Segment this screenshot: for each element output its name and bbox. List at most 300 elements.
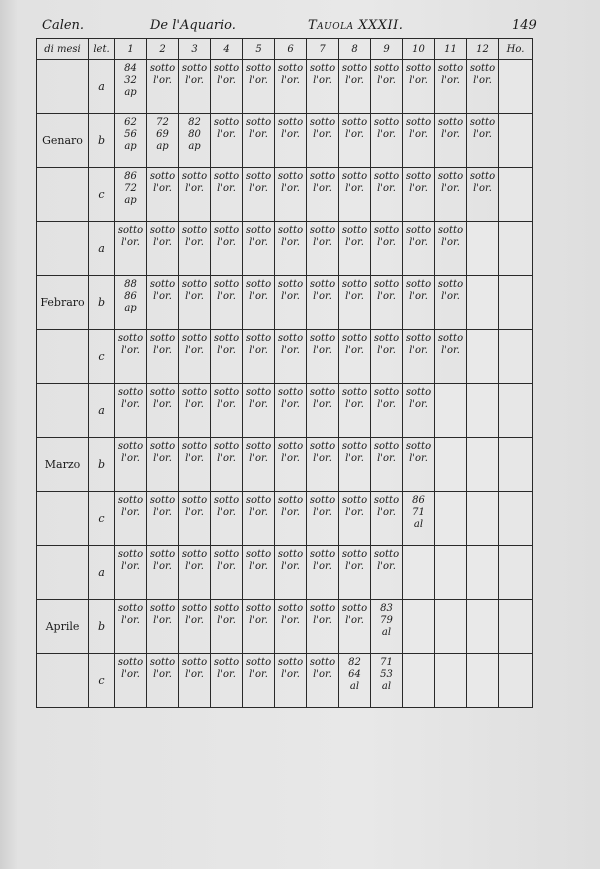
table-cell [435,600,467,654]
table-cell [339,168,371,222]
table-cell [307,492,339,546]
table-cell [243,438,275,492]
letter-cell: b [89,600,115,654]
cell-value: sotto l'or. [181,387,208,410]
cell-value [403,600,434,603]
cell-value [467,330,498,333]
table-cell [403,600,435,654]
table-cell [243,276,275,330]
cell-value: sotto l'or. [437,333,464,356]
cell-value: 62 56 ap [124,117,137,152]
table-cell [467,60,499,114]
table-row [37,384,533,438]
table-cell [403,384,435,438]
cell-value: sotto l'or. [373,333,400,356]
cell-value: sotto l'or. [149,387,176,410]
table-cell [339,546,371,600]
table-cell [243,330,275,384]
cell-value: sotto l'or. [149,279,176,302]
cell-value: sotto l'or. [405,441,432,464]
table-cell [275,60,307,114]
cell-value: sotto l'or. [277,387,304,410]
table-cell [371,60,403,114]
cell-value: 88 86 ap [124,279,137,314]
header-hour: 8 [339,39,371,60]
month-cell [37,330,89,384]
table-cell [435,492,467,546]
cell-value: sotto l'or. [437,171,464,194]
cell-value: sotto l'or. [373,279,400,302]
hours-column-cell [499,168,533,222]
table-row [37,222,533,276]
cell-value: sotto l'or. [149,441,176,464]
table-cell [403,114,435,168]
table-cell [403,60,435,114]
table-cell [435,438,467,492]
table-cell [115,330,147,384]
table-cell [403,168,435,222]
cell-value: sotto l'or. [213,603,240,626]
table-cell [467,546,499,600]
cell-value [403,546,434,549]
table-cell [371,600,403,654]
cell-value: sotto l'or. [245,117,272,140]
table-cell [275,384,307,438]
cell-value: sotto l'or. [277,441,304,464]
cell-value: sotto l'or. [181,603,208,626]
table-cell [339,492,371,546]
table-cell [371,492,403,546]
table-cell [275,276,307,330]
cell-value: sotto l'or. [117,333,144,356]
cell-value [435,546,466,549]
table-cell [243,60,275,114]
table-cell [211,168,243,222]
cell-value: 86 71 al [412,495,425,530]
cell-value: sotto l'or. [213,387,240,410]
cell-value: sotto l'or. [181,279,208,302]
table-cell [339,276,371,330]
table-cell [147,384,179,438]
cell-value: sotto l'or. [117,441,144,464]
table-cell [275,546,307,600]
table-cell [275,492,307,546]
table-cell [147,222,179,276]
cell-value: sotto l'or. [149,549,176,572]
hours-column-cell [499,546,533,600]
table-cell [115,276,147,330]
table-cell [115,654,147,708]
header-hour: 1 [115,39,147,60]
header-hour: 9 [371,39,403,60]
cell-value: sotto l'or. [245,657,272,680]
table-cell [147,60,179,114]
cell-value: sotto l'or. [405,117,432,140]
table-cell [243,600,275,654]
table-cell [307,330,339,384]
table-row [37,600,533,654]
table-cell [243,654,275,708]
cell-value [467,384,498,387]
cell-value: sotto l'or. [149,171,176,194]
table-cell [115,384,147,438]
cell-value: sotto l'or. [373,171,400,194]
cell-value: sotto l'or. [341,495,368,518]
cell-value: sotto l'or. [117,603,144,626]
table-cell [403,492,435,546]
table-cell [435,546,467,600]
table-cell [211,60,243,114]
table-cell [211,654,243,708]
cell-value: sotto l'or. [405,387,432,410]
cell-value: sotto l'or. [341,117,368,140]
header-last: Ho. [499,39,533,60]
table-cell [211,492,243,546]
table-cell [115,492,147,546]
hours-column-cell [499,330,533,384]
table-cell [339,330,371,384]
letter-cell: b [89,438,115,492]
running-head [40,18,545,38]
cell-value: sotto l'or. [309,117,336,140]
letter-cell: a [89,384,115,438]
letter-cell: b [89,276,115,330]
cell-value: 83 79 al [380,603,393,638]
header-hour: 5 [243,39,275,60]
cell-value: sotto l'or. [149,603,176,626]
cell-value: sotto l'or. [405,63,432,86]
cell-value: 84 32 ap [124,63,137,98]
cell-value: sotto l'or. [373,225,400,248]
cell-value: sotto l'or. [277,63,304,86]
cell-value: sotto l'or. [181,333,208,356]
cell-value: sotto l'or. [245,225,272,248]
hours-column-cell [499,600,533,654]
header-hour: 3 [179,39,211,60]
month-cell [37,654,89,708]
letter-cell: c [89,330,115,384]
table-cell [467,438,499,492]
month-cell: Aprile [37,600,89,654]
cell-value: sotto l'or. [213,549,240,572]
cell-value: sotto l'or. [181,63,208,86]
cell-value: sotto l'or. [277,333,304,356]
cell-value: 82 80 ap [188,117,201,152]
cell-value: sotto l'or. [309,603,336,626]
cell-value: sotto l'or. [181,657,208,680]
cell-value: sotto l'or. [117,495,144,518]
table-cell [435,60,467,114]
cell-value: sotto l'or. [213,333,240,356]
cell-value: sotto l'or. [341,603,368,626]
table-cell [307,438,339,492]
table-cell [371,168,403,222]
table-cell [179,276,211,330]
cell-value: sotto l'or. [181,171,208,194]
letter-cell: c [89,168,115,222]
calendar-table [36,38,533,708]
cell-value: sotto l'or. [309,63,336,86]
cell-value: sotto l'or. [277,657,304,680]
month-cell [37,222,89,276]
hours-column-cell [499,222,533,276]
cell-value: sotto l'or. [309,279,336,302]
table-cell [307,60,339,114]
cell-value: sotto l'or. [117,387,144,410]
table-cell [179,114,211,168]
table-cell [467,600,499,654]
month-cell [37,546,89,600]
cell-value: sotto l'or. [181,495,208,518]
table-cell [435,384,467,438]
header-hour: 4 [211,39,243,60]
table-cell [179,600,211,654]
cell-value: sotto l'or. [181,225,208,248]
table-cell [211,114,243,168]
cell-value: sotto l'or. [213,495,240,518]
cell-value: sotto l'or. [213,441,240,464]
table-cell [275,654,307,708]
cell-value: sotto l'or. [245,441,272,464]
table-title: Tauola XXXII. [308,18,404,33]
cell-value: sotto l'or. [373,117,400,140]
table-cell [243,546,275,600]
cell-value: sotto l'or. [437,63,464,86]
table-cell [339,654,371,708]
table-cell [467,330,499,384]
cell-value: sotto l'or. [181,441,208,464]
hours-column-cell [499,492,533,546]
table-cell [403,330,435,384]
table-cell [467,222,499,276]
table-cell [339,222,371,276]
running-head-left: Calen. [42,18,85,33]
cell-value: sotto l'or. [117,225,144,248]
cell-value: sotto l'or. [469,117,496,140]
cell-value: sotto l'or. [277,279,304,302]
cell-value: sotto l'or. [373,495,400,518]
hours-column-cell [499,276,533,330]
letter-cell: a [89,546,115,600]
table-cell [275,222,307,276]
cell-value: sotto l'or. [341,333,368,356]
cell-value: sotto l'or. [277,603,304,626]
table-cell [243,222,275,276]
table-cell [179,438,211,492]
cell-value: sotto l'or. [277,225,304,248]
cell-value: sotto l'or. [405,171,432,194]
cell-value: 82 64 al [348,657,361,692]
cell-value: sotto l'or. [405,333,432,356]
cell-value: sotto l'or. [245,603,272,626]
cell-value: sotto l'or. [245,279,272,302]
cell-value: sotto l'or. [341,63,368,86]
table-cell [371,276,403,330]
cell-value [467,546,498,549]
cell-value: sotto l'or. [213,117,240,140]
cell-value: sotto l'or. [341,549,368,572]
header-month: di mesi [37,39,89,60]
table-cell [435,654,467,708]
hours-column-cell [499,114,533,168]
cell-value: sotto l'or. [437,117,464,140]
table-cell [403,222,435,276]
cell-value: sotto l'or. [469,171,496,194]
cell-value [467,222,498,225]
table-cell [147,654,179,708]
table-cell [115,438,147,492]
cell-value: sotto l'or. [149,495,176,518]
cell-value: sotto l'or. [149,333,176,356]
cell-value: sotto l'or. [117,549,144,572]
cell-value [467,438,498,441]
cell-value: sotto l'or. [277,171,304,194]
table-cell [115,60,147,114]
table-cell [147,330,179,384]
table-cell [179,546,211,600]
table-cell [211,438,243,492]
table-cell [147,492,179,546]
calendar-body [37,60,533,708]
table-row [37,276,533,330]
table-cell [243,492,275,546]
table-cell [179,384,211,438]
table-cell [147,600,179,654]
table-cell [147,546,179,600]
table-cell [371,654,403,708]
table-cell [339,60,371,114]
table-cell [211,546,243,600]
hours-column-cell [499,438,533,492]
cell-value: sotto l'or. [469,63,496,86]
table-cell [467,654,499,708]
cell-value: sotto l'or. [245,171,272,194]
cell-value: 86 72 ap [124,171,137,206]
table-cell [243,168,275,222]
table-cell [307,114,339,168]
cell-value: sotto l'or. [341,171,368,194]
header-hour: 12 [467,39,499,60]
table-cell [307,384,339,438]
month-cell: Marzo [37,438,89,492]
cell-value: 72 69 ap [156,117,169,152]
letter-cell: a [89,222,115,276]
table-cell [467,492,499,546]
letter-cell: c [89,492,115,546]
cell-value: sotto l'or. [405,279,432,302]
cell-value: sotto l'or. [149,225,176,248]
table-row [37,60,533,114]
table-cell [435,276,467,330]
table-cell [307,168,339,222]
table-cell [147,168,179,222]
cell-value: sotto l'or. [213,657,240,680]
table-cell [307,654,339,708]
letter-cell: c [89,654,115,708]
table-cell [179,330,211,384]
table-cell [435,222,467,276]
cell-value [403,654,434,657]
cell-value: sotto l'or. [181,549,208,572]
cell-value: sotto l'or. [309,549,336,572]
cell-value: sotto l'or. [341,225,368,248]
cell-value [435,438,466,441]
table-row [37,654,533,708]
cell-value: sotto l'or. [437,279,464,302]
table-cell [211,384,243,438]
hours-column-cell [499,654,533,708]
cell-value: sotto l'or. [309,225,336,248]
table-cell [275,114,307,168]
cell-value: sotto l'or. [245,387,272,410]
table-cell [371,546,403,600]
cell-value: sotto l'or. [245,63,272,86]
table-cell [179,492,211,546]
cell-value: sotto l'or. [309,441,336,464]
table-cell [211,222,243,276]
hours-column-cell [499,384,533,438]
cell-value: sotto l'or. [373,387,400,410]
table-row [37,114,533,168]
table-cell [435,330,467,384]
table-cell [403,654,435,708]
table-cell [403,438,435,492]
cell-value: sotto l'or. [149,63,176,86]
cell-value [435,492,466,495]
table-cell [307,600,339,654]
table-row [37,546,533,600]
table-cell [115,222,147,276]
header-hour: 10 [403,39,435,60]
cell-value: sotto l'or. [309,387,336,410]
header-hour: 7 [307,39,339,60]
header-row [37,39,533,60]
month-cell [37,384,89,438]
table-cell [403,276,435,330]
table-cell [467,384,499,438]
table-cell [435,114,467,168]
cell-value: sotto l'or. [117,657,144,680]
table-row [37,438,533,492]
cell-value: sotto l'or. [277,495,304,518]
cell-value [435,654,466,657]
page-number: 149 [512,18,537,33]
header-hour: 2 [147,39,179,60]
header-hour: 11 [435,39,467,60]
cell-value: sotto l'or. [213,171,240,194]
table-cell [371,438,403,492]
table-cell [275,600,307,654]
table-cell [147,276,179,330]
month-cell [37,492,89,546]
table-row [37,330,533,384]
month-cell: Febraro [37,276,89,330]
cell-value: sotto l'or. [341,441,368,464]
table-cell [147,114,179,168]
cell-value [467,600,498,603]
letter-cell: b [89,114,115,168]
month-cell [37,168,89,222]
table-cell [467,168,499,222]
table-cell [275,438,307,492]
cell-value: sotto l'or. [373,63,400,86]
cell-value: sotto l'or. [245,333,272,356]
table-row [37,168,533,222]
month-cell [37,60,89,114]
cell-value [467,654,498,657]
hours-column-cell [499,60,533,114]
table-cell [307,546,339,600]
